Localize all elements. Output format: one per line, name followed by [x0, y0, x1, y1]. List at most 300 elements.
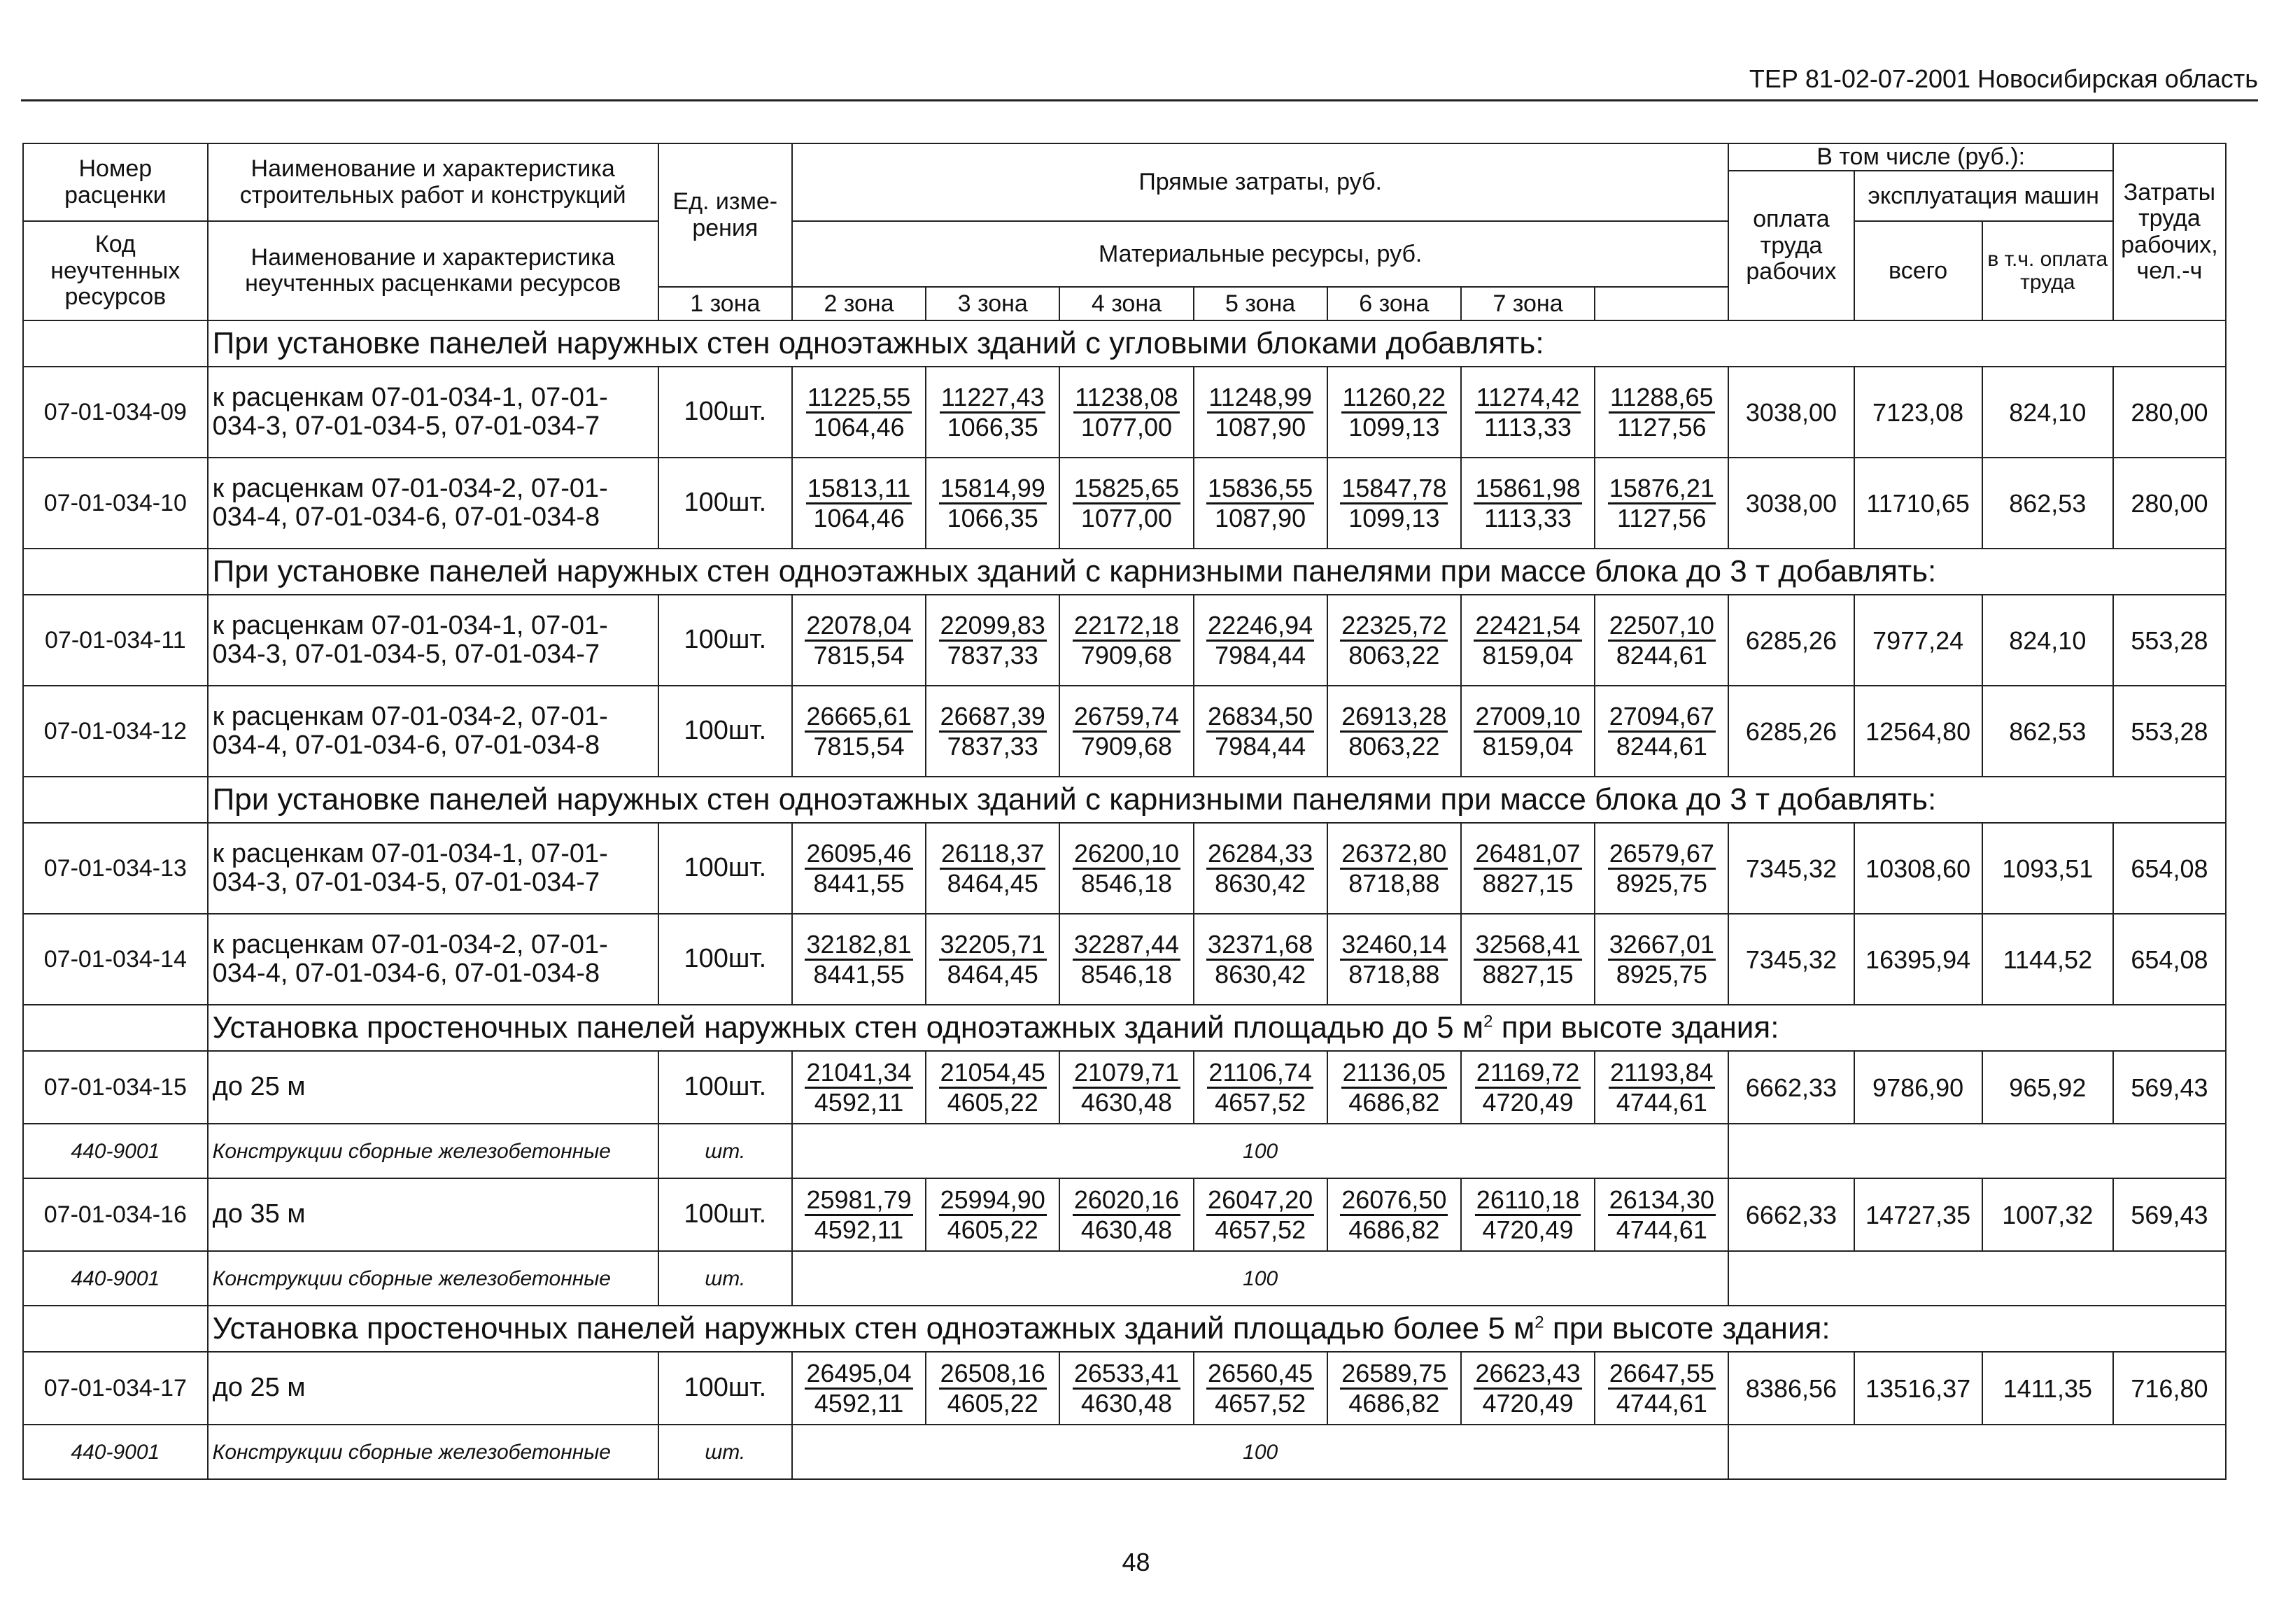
zone-cost-cell	[1595, 1051, 1728, 1124]
zone-cost-cell	[1194, 914, 1327, 1005]
zone-cost-cell	[1327, 1352, 1461, 1425]
zone-cost-cell	[792, 914, 926, 1005]
resource-name: Конструкции сборные железобетонные	[208, 1124, 658, 1178]
zone-header: 6 зона	[1327, 287, 1461, 320]
machine-labor: 824,10	[1982, 595, 2113, 686]
machine-labor: 1093,51	[1982, 823, 2113, 914]
rate-name: до 25 м	[208, 1051, 658, 1124]
rate-code: 07-01-034-17	[23, 1352, 208, 1425]
section-row	[23, 1306, 2226, 1352]
material-cost: 4744,61	[1616, 1087, 1707, 1117]
labor-hours: 280,00	[2113, 458, 2226, 549]
direct-cost: 21106,74	[1207, 1059, 1313, 1089]
direct-cost: 21193,84	[1609, 1059, 1714, 1089]
rate-code: 07-01-034-12	[23, 686, 208, 777]
rate-unit: 100шт.	[658, 458, 792, 549]
zone-cost-cell	[1194, 367, 1327, 458]
direct-cost: 26284,33	[1206, 840, 1314, 870]
unit-header: Ед. изме-рения	[658, 143, 792, 287]
rate-name: к расценкам 07-01-034-1, 07-01-034-3, 07-01-034-5, 07-01-034-7	[208, 367, 658, 458]
direct-cost: 22172,18	[1073, 612, 1180, 642]
direct-cost: 26110,18	[1475, 1186, 1581, 1216]
machine-total: 13516,37	[1854, 1352, 1982, 1425]
machine-labor: 1144,52	[1982, 914, 2113, 1005]
material-resources-header: Материальные ресурсы, руб.	[792, 221, 1729, 287]
direct-cost: 26481,07	[1474, 840, 1581, 870]
zone-cost-cell	[792, 686, 926, 777]
direct-cost: 26665,61	[805, 702, 912, 733]
rate-name: к расценкам 07-01-034-1, 07-01-034-3, 07-01-034-5, 07-01-034-7	[208, 595, 658, 686]
direct-cost: 32371,68	[1206, 931, 1314, 961]
material-cost: 8546,18	[1080, 868, 1172, 898]
resource-code: 440-9001	[23, 1124, 208, 1178]
machine-labor: 1007,32	[1982, 1178, 2113, 1251]
material-cost: 8718,88	[1348, 959, 1440, 989]
material-cost: 8063,22	[1348, 731, 1440, 761]
direct-cost: 15825,65	[1073, 474, 1180, 504]
direct-cost: 26076,50	[1340, 1186, 1448, 1216]
table-row	[23, 595, 2226, 686]
material-cost: 7984,44	[1215, 640, 1306, 670]
table-row	[23, 686, 2226, 777]
machine-use-header: эксплуатация машин	[1854, 171, 2113, 221]
material-cost: 8925,75	[1616, 959, 1707, 989]
material-cost: 1077,00	[1080, 503, 1172, 532]
material-cost: 1064,46	[813, 503, 905, 532]
material-cost: 8063,22	[1348, 640, 1440, 670]
rate-code: 07-01-034-10	[23, 458, 208, 549]
direct-cost: 26047,20	[1206, 1186, 1314, 1216]
material-cost: 7837,33	[947, 731, 1038, 761]
material-cost: 4605,22	[947, 1215, 1038, 1244]
material-cost: 1066,35	[947, 503, 1038, 532]
material-cost: 4630,48	[1080, 1215, 1172, 1244]
zone-cost-cell	[926, 823, 1059, 914]
material-cost: 4720,49	[1482, 1388, 1574, 1418]
material-cost: 8546,18	[1080, 959, 1172, 989]
rate-unit: 100шт.	[658, 914, 792, 1005]
zone-cost-cell	[1059, 458, 1193, 549]
section-title-text: Установка простеночных панелей наружных стен одноэтажных зданий площадью до 5 м	[212, 1010, 1484, 1045]
rate-name: к расценкам 07-01-034-2, 07-01-034-4, 07-01-034-6, 07-01-034-8	[208, 686, 658, 777]
material-cost: 4744,61	[1616, 1388, 1707, 1418]
direct-cost: 11274,42	[1475, 383, 1581, 414]
labor-hours: 716,80	[2113, 1352, 2226, 1425]
machine-total-header: всего	[1854, 221, 1982, 320]
direct-cost: 26623,43	[1474, 1360, 1581, 1390]
section-title-tail: при высоте здания:	[1544, 1311, 1830, 1346]
material-cost: 8244,61	[1616, 640, 1707, 670]
machine-total: 11710,65	[1854, 458, 1982, 549]
rate-unit: 100шт.	[658, 1352, 792, 1425]
table-row	[23, 1178, 2226, 1251]
resource-blank	[1728, 1251, 2226, 1306]
zone-cost-cell	[926, 1178, 1059, 1251]
section-row	[23, 1005, 2226, 1051]
labor-pay: 6285,26	[1728, 595, 1854, 686]
labor-hours: 553,28	[2113, 595, 2226, 686]
direct-cost: 26020,16	[1073, 1186, 1180, 1216]
machine-labor: 965,92	[1982, 1051, 2113, 1124]
direct-cost: 26134,30	[1608, 1186, 1716, 1216]
labor-hours-header: Затраты труда рабочих, чел.-ч	[2113, 143, 2226, 320]
zone-cost-cell	[1461, 367, 1595, 458]
rate-unit: 100шт.	[658, 686, 792, 777]
direct-cost: 21136,05	[1341, 1059, 1447, 1089]
machine-total: 7977,24	[1854, 595, 1982, 686]
direct-cost: 22325,72	[1340, 612, 1448, 642]
table-body	[23, 320, 2226, 1479]
table-row	[23, 823, 2226, 914]
machine-total: 7123,08	[1854, 367, 1982, 458]
resource-qty: 100	[792, 1425, 1729, 1479]
section-blank	[23, 777, 208, 823]
zone-cost-cell	[1461, 914, 1595, 1005]
resource-row	[23, 1425, 2226, 1479]
zone-cost-cell	[1461, 595, 1595, 686]
direct-cost: 26579,67	[1608, 840, 1716, 870]
direct-cost: 26200,10	[1073, 840, 1180, 870]
material-cost: 8464,45	[947, 868, 1038, 898]
material-cost: 4744,61	[1616, 1215, 1707, 1244]
section-title-sup: 2	[1483, 1012, 1493, 1031]
rate-name: к расценкам 07-01-034-2, 07-01-034-4, 07-01-034-6, 07-01-034-8	[208, 914, 658, 1005]
table-row	[23, 914, 2226, 1005]
material-cost: 4686,82	[1348, 1087, 1440, 1117]
direct-cost: 26372,80	[1340, 840, 1448, 870]
rate-unit: 100шт.	[658, 1178, 792, 1251]
rate-code: 07-01-034-09	[23, 367, 208, 458]
material-cost: 1066,35	[947, 412, 1038, 442]
material-cost: 4630,48	[1080, 1087, 1172, 1117]
zone-cost-cell	[1194, 1178, 1327, 1251]
section-row	[23, 777, 2226, 823]
rate-unit: 100шт.	[658, 1051, 792, 1124]
labor-pay: 7345,32	[1728, 914, 1854, 1005]
zone-cost-cell	[1194, 686, 1327, 777]
machine-total: 16395,94	[1854, 914, 1982, 1005]
zone-cost-cell	[1059, 1178, 1193, 1251]
direct-cost: 22099,83	[939, 612, 1047, 642]
zone-cost-cell	[1059, 1051, 1193, 1124]
material-cost: 4592,11	[814, 1087, 904, 1117]
direct-cost: 15861,98	[1474, 474, 1581, 504]
direct-cost: 22421,54	[1474, 612, 1581, 642]
direct-cost: 11248,99	[1207, 383, 1313, 414]
zone-cost-cell	[1327, 458, 1461, 549]
labor-hours: 654,08	[2113, 823, 2226, 914]
rate-code: 07-01-034-15	[23, 1051, 208, 1124]
including-header: В том числе (руб.):	[1728, 143, 2112, 171]
material-cost: 4720,49	[1482, 1087, 1574, 1117]
zone-cost-cell	[792, 1178, 926, 1251]
section-title-text: При установке панелей наружных стен одноэтажных зданий с карнизными панелями при массе блока до 3 т добавлять:	[212, 554, 1937, 589]
zone-cost-cell	[926, 1352, 1059, 1425]
material-cost: 4592,11	[814, 1215, 904, 1244]
direct-cost: 15876,21	[1608, 474, 1716, 504]
zone-header: 1 зона	[658, 287, 792, 320]
labor-hours: 569,43	[2113, 1051, 2226, 1124]
machine-labor: 1411,35	[1982, 1352, 2113, 1425]
section-title	[208, 1306, 2226, 1352]
labor-hours: 553,28	[2113, 686, 2226, 777]
section-title-text: При установке панелей наружных стен одноэтажных зданий с карнизными панелями при массе блока до 3 т добавлять:	[212, 782, 1937, 817]
rate-unit: 100шт.	[658, 823, 792, 914]
section-blank	[23, 549, 208, 595]
resource-row	[23, 1251, 2226, 1306]
material-cost: 4686,82	[1348, 1215, 1440, 1244]
material-cost: 4630,48	[1080, 1388, 1172, 1418]
labor-hours: 280,00	[2113, 367, 2226, 458]
material-cost: 4657,52	[1215, 1388, 1306, 1418]
zone-cost-cell	[1595, 367, 1728, 458]
material-cost: 8925,75	[1616, 868, 1707, 898]
material-cost: 7909,68	[1080, 640, 1172, 670]
zone-cost-cell	[1194, 458, 1327, 549]
material-cost: 7837,33	[947, 640, 1038, 670]
zone-cost-cell	[1327, 367, 1461, 458]
direct-cost: 21054,45	[939, 1059, 1047, 1089]
zone-cost-cell	[1595, 1178, 1728, 1251]
zone-cost-cell	[1327, 595, 1461, 686]
direct-cost: 11227,43	[940, 383, 1045, 414]
zone-cost-cell	[1595, 914, 1728, 1005]
material-cost: 8827,15	[1482, 868, 1574, 898]
labor-hours: 654,08	[2113, 914, 2226, 1005]
direct-cost: 22507,10	[1608, 612, 1716, 642]
labor-pay: 7345,32	[1728, 823, 1854, 914]
zone-cost-cell	[926, 1051, 1059, 1124]
material-cost: 1064,46	[813, 412, 905, 442]
rate-code: 07-01-034-16	[23, 1178, 208, 1251]
zone-cost-cell	[1595, 823, 1728, 914]
machine-labor: 862,53	[1982, 458, 2113, 549]
section-title	[208, 1005, 2226, 1051]
direct-cost: 26913,28	[1340, 702, 1448, 733]
section-title-text: Установка простеночных панелей наружных стен одноэтажных зданий площадью более 5 м	[212, 1311, 1535, 1346]
material-cost: 8441,55	[813, 868, 905, 898]
direct-cost: 11238,08	[1073, 383, 1179, 414]
zone-cost-cell	[926, 458, 1059, 549]
header-rule	[21, 99, 2258, 101]
zone-header: 3 зона	[926, 287, 1059, 320]
material-cost: 4657,52	[1215, 1215, 1306, 1244]
material-cost: 7909,68	[1080, 731, 1172, 761]
zone-cost-cell	[1461, 1178, 1595, 1251]
material-cost: 4592,11	[814, 1388, 904, 1418]
direct-cost: 32287,44	[1073, 931, 1180, 961]
zone-cost-cell	[1461, 458, 1595, 549]
zone-cost-cell	[1194, 1352, 1327, 1425]
zone-cost-cell	[1595, 1352, 1728, 1425]
section-blank	[23, 1005, 208, 1051]
labor-pay: 3038,00	[1728, 458, 1854, 549]
material-cost: 8159,04	[1482, 731, 1574, 761]
zone-cost-cell	[792, 823, 926, 914]
labor-pay-header: оплата труда рабочих	[1728, 171, 1854, 320]
zone-cost-cell	[926, 686, 1059, 777]
direct-cost: 11225,55	[806, 383, 912, 414]
resource-code: 440-9001	[23, 1425, 208, 1479]
resource-row	[23, 1124, 2226, 1178]
direct-cost: 32460,14	[1340, 931, 1448, 961]
section-row	[23, 320, 2226, 367]
table-row	[23, 1051, 2226, 1124]
direct-cost: 15813,11	[806, 474, 912, 504]
material-cost: 4605,22	[947, 1087, 1038, 1117]
zone-cost-cell	[1595, 595, 1728, 686]
labor-pay: 3038,00	[1728, 367, 1854, 458]
machine-total: 12564,80	[1854, 686, 1982, 777]
direct-cost: 32568,41	[1474, 931, 1581, 961]
zone-cost-cell	[792, 1352, 926, 1425]
zone-cost-cell	[1327, 1051, 1461, 1124]
zone-cost-cell	[1595, 458, 1728, 549]
section-title-sup: 2	[1534, 1313, 1544, 1332]
unaccounted-code-header: Код неучтенных ресурсов	[23, 221, 208, 320]
zone-cost-cell	[1327, 823, 1461, 914]
direct-cost: 26533,41	[1073, 1360, 1180, 1390]
machine-labor: 862,53	[1982, 686, 2113, 777]
direct-cost: 26589,75	[1340, 1360, 1448, 1390]
section-title	[208, 777, 2226, 823]
machine-labor-header: в т.ч. оплата труда	[1982, 221, 2113, 320]
resource-unit: шт.	[658, 1124, 792, 1178]
direct-cost: 26118,37	[940, 840, 1045, 870]
zone-cost-cell	[1327, 686, 1461, 777]
direct-cost: 26834,50	[1206, 702, 1314, 733]
machine-total: 14727,35	[1854, 1178, 1982, 1251]
work-name-header: Наименование и характеристика строительных работ и конструкций	[208, 143, 658, 221]
zone-cost-cell	[792, 458, 926, 549]
direct-cost: 32667,01	[1608, 931, 1716, 961]
section-blank	[23, 1306, 208, 1352]
material-cost: 8630,42	[1215, 959, 1306, 989]
zone-cost-cell	[1595, 686, 1728, 777]
zone-header: 5 зона	[1194, 287, 1327, 320]
resource-name: Конструкции сборные железобетонные	[208, 1251, 658, 1306]
material-cost: 1127,56	[1617, 503, 1707, 532]
labor-pay: 6662,33	[1728, 1051, 1854, 1124]
labor-pay: 6285,26	[1728, 686, 1854, 777]
machine-labor: 824,10	[1982, 367, 2113, 458]
zone-cost-cell	[792, 595, 926, 686]
direct-cost: 21169,72	[1475, 1059, 1581, 1089]
material-cost: 4605,22	[947, 1388, 1038, 1418]
direct-cost: 22246,94	[1206, 612, 1314, 642]
direct-cost: 25994,90	[939, 1186, 1047, 1216]
material-cost: 7815,54	[813, 640, 905, 670]
direct-cost: 21041,34	[805, 1059, 912, 1089]
zone-cost-cell	[1059, 914, 1193, 1005]
resource-blank	[1728, 1124, 2226, 1178]
zone-cost-cell	[792, 1051, 926, 1124]
rate-no-header: Номер расценки	[23, 143, 208, 221]
zone-cost-cell	[1194, 1051, 1327, 1124]
section-title-tail: при высоте здания:	[1493, 1010, 1779, 1045]
zone-header: 7 зона	[1461, 287, 1595, 320]
direct-cost: 15814,99	[939, 474, 1047, 504]
zone-cost-cell	[1059, 367, 1193, 458]
zone-cost-cell	[1059, 686, 1193, 777]
zone-cost-cell	[1461, 823, 1595, 914]
rate-code: 07-01-034-11	[23, 595, 208, 686]
labor-pay: 8386,56	[1728, 1352, 1854, 1425]
zone-cost-cell	[1059, 1352, 1193, 1425]
direct-cost: 26687,39	[939, 702, 1047, 733]
direct-cost: 27094,67	[1608, 702, 1716, 733]
section-title-text: При установке панелей наружных стен одноэтажных зданий с угловыми блоками добавлять:	[212, 326, 1544, 361]
zone-cost-cell	[926, 367, 1059, 458]
direct-cost: 11288,65	[1609, 383, 1714, 414]
unaccounted-name-header: Наименование и характеристика неучтенных расценками ресурсов	[208, 221, 658, 320]
resource-qty: 100	[792, 1124, 1729, 1178]
material-cost: 1087,90	[1215, 503, 1306, 532]
material-cost: 1099,13	[1348, 503, 1440, 532]
material-cost: 8464,45	[947, 959, 1038, 989]
table-row	[23, 367, 2226, 458]
material-cost: 1077,00	[1080, 412, 1172, 442]
zone-cost-cell	[1461, 1352, 1595, 1425]
zone-cost-cell	[1059, 595, 1193, 686]
rate-name: к расценкам 07-01-034-1, 07-01-034-3, 07-01-034-5, 07-01-034-7	[208, 823, 658, 914]
resource-qty: 100	[792, 1251, 1729, 1306]
material-cost: 8441,55	[813, 959, 905, 989]
zone-header: 4 зона	[1059, 287, 1193, 320]
resource-name: Конструкции сборные железобетонные	[208, 1425, 658, 1479]
section-row	[23, 549, 2226, 595]
material-cost: 1113,33	[1484, 503, 1572, 532]
rate-name: до 25 м	[208, 1352, 658, 1425]
direct-cost: 15836,55	[1206, 474, 1314, 504]
section-title	[208, 549, 2226, 595]
zone-header: 2 зона	[792, 287, 926, 320]
resource-code: 440-9001	[23, 1251, 208, 1306]
document-header: ТЕР 81-02-07-2001 Новосибирская область	[1749, 64, 2258, 93]
direct-cost: 22078,04	[805, 612, 912, 642]
zone-cost-cell	[1327, 914, 1461, 1005]
material-cost: 1087,90	[1215, 412, 1306, 442]
labor-pay: 6662,33	[1728, 1178, 1854, 1251]
material-cost: 8244,61	[1616, 731, 1707, 761]
material-cost: 8718,88	[1348, 868, 1440, 898]
direct-cost: 21079,71	[1073, 1059, 1180, 1089]
direct-cost: 27009,10	[1474, 702, 1581, 733]
direct-cost: 26759,74	[1073, 702, 1180, 733]
direct-cost: 32205,71	[939, 931, 1047, 961]
direct-costs-header: Прямые затраты, руб.	[792, 143, 1729, 221]
material-cost: 1113,33	[1484, 412, 1572, 442]
material-cost: 4686,82	[1348, 1388, 1440, 1418]
resource-unit: шт.	[658, 1425, 792, 1479]
direct-cost: 26095,46	[805, 840, 912, 870]
rate-name: до 35 м	[208, 1178, 658, 1251]
labor-hours: 569,43	[2113, 1178, 2226, 1251]
material-cost: 1127,56	[1617, 412, 1707, 442]
zone-cost-cell	[1059, 823, 1193, 914]
zone-cost-cell	[792, 367, 926, 458]
direct-cost: 32182,81	[805, 931, 912, 961]
zone-cost-cell	[1461, 686, 1595, 777]
zone-cost-cell	[1461, 1051, 1595, 1124]
material-cost: 4720,49	[1482, 1215, 1574, 1244]
material-cost: 8827,15	[1482, 959, 1574, 989]
page-number: 48	[1122, 1548, 1150, 1576]
table-row	[23, 458, 2226, 549]
section-title	[208, 320, 2226, 367]
material-cost: 1099,13	[1348, 412, 1440, 442]
rate-code: 07-01-034-14	[23, 914, 208, 1005]
